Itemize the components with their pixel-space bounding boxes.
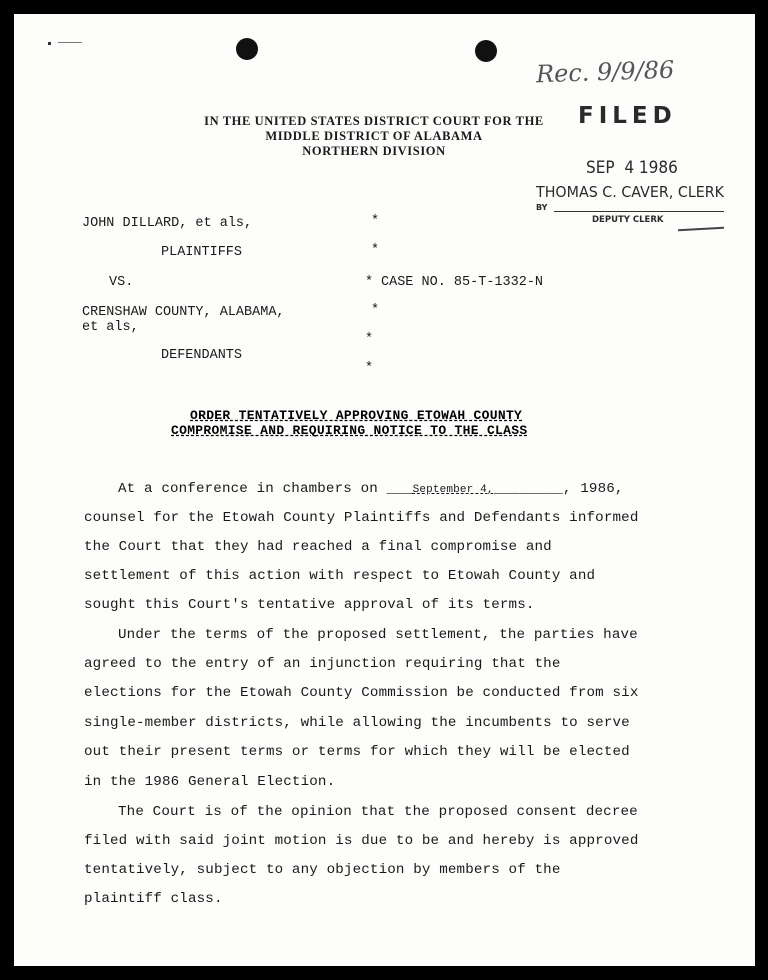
plaintiff-name: JOHN DILLARD, et als, (82, 216, 253, 231)
paragraph3-line1: The Court is of the opinion that the proposed consent decree (118, 804, 638, 820)
court-header-line3: NORTHERN DIVISION (302, 144, 446, 158)
order-title-line2: COMPROMISE AND REQUIRING NOTICE TO THE CLASS (171, 423, 528, 438)
order-title-line1: ORDER TENTATIVELY APPROVING ETOWAH COUNTY (190, 408, 523, 423)
document-page (14, 14, 755, 966)
paragraph2-line6: in the 1986 General Election. (84, 774, 336, 790)
date-blank-post: ________ (493, 481, 563, 497)
defendant-name-line1: CRENSHAW COUNTY, ALABAMA, (82, 305, 285, 320)
caption-star: * (365, 332, 374, 347)
versus-label: VS. (109, 275, 134, 290)
paragraph2-line4: single-member districts, while allowing the incumbents to serve (84, 715, 630, 731)
caption-star: * (365, 361, 374, 376)
court-header-line1: IN THE UNITED STATES DISTRICT COURT FOR THE (204, 114, 544, 128)
court-header-line2: MIDDLE DISTRICT OF ALABAMA (265, 129, 483, 143)
margin-speck (48, 42, 51, 45)
punch-hole-right (475, 40, 497, 62)
paragraph1-line4: settlement of this action with respect to Etowah County and (84, 568, 596, 584)
paragraph1-line5: sought this Court's tentative approval of its terms. (84, 597, 535, 613)
paragraph2-line2: agreed to the entry of an injunction requiring that the (84, 656, 561, 672)
filed-stamp-date: SEP 4 1986 (586, 158, 678, 178)
plaintiff-role: PLAINTIFFS (161, 245, 243, 260)
caption-star: * (365, 275, 374, 290)
filed-stamp-deputy: DEPUTY CLERK (592, 215, 664, 225)
paragraph3-line2: filed with said joint motion is due to be and hereby is approved (84, 833, 639, 849)
paragraph1-line2: counsel for the Etowah County Plaintiffs and Defendants informed (84, 510, 639, 526)
paragraph3-line4: plaintiff class. (84, 891, 223, 907)
date-blank-pre: ___ (386, 481, 413, 497)
paragraph1-line1 (118, 481, 624, 497)
caption-star: * (371, 243, 380, 258)
defendant-role: DEFENDANTS (161, 348, 243, 363)
conference-date-fill: September 4, (412, 484, 494, 496)
filed-stamp-title: FILED (578, 103, 677, 129)
margin-speck (58, 42, 82, 43)
paragraph1-line3: the Court that they had reached a final compromise and (84, 539, 552, 555)
handwritten-received-note: Rec. 9/9/86 (535, 55, 675, 89)
paragraph2-line1: Under the terms of the proposed settlement, the parties have (118, 627, 638, 643)
caption-star: * (371, 303, 380, 318)
paragraph1-line1-prefix: At a conference in chambers on (118, 481, 387, 497)
punch-hole-left (236, 38, 258, 60)
filed-stamp-mark (678, 227, 724, 231)
filed-stamp-signature-line (554, 211, 724, 212)
filed-stamp-clerk: THOMAS C. CAVER, CLERK (536, 183, 725, 201)
filed-stamp-by: BY (536, 203, 548, 212)
paragraph2-line3: elections for the Etowah County Commission be conducted from six (84, 685, 639, 701)
paragraph3-line3: tentatively, subject to any objection by members of the (84, 862, 561, 878)
paragraph2-line5: out their present terms or terms for which they will be elected (84, 744, 630, 760)
defendant-name-line2: et als, (82, 320, 139, 335)
case-number: CASE NO. 85-T-1332-N (381, 275, 544, 290)
paragraph1-line1-suffix: , 1986, (562, 481, 624, 497)
caption-star: * (371, 214, 380, 229)
